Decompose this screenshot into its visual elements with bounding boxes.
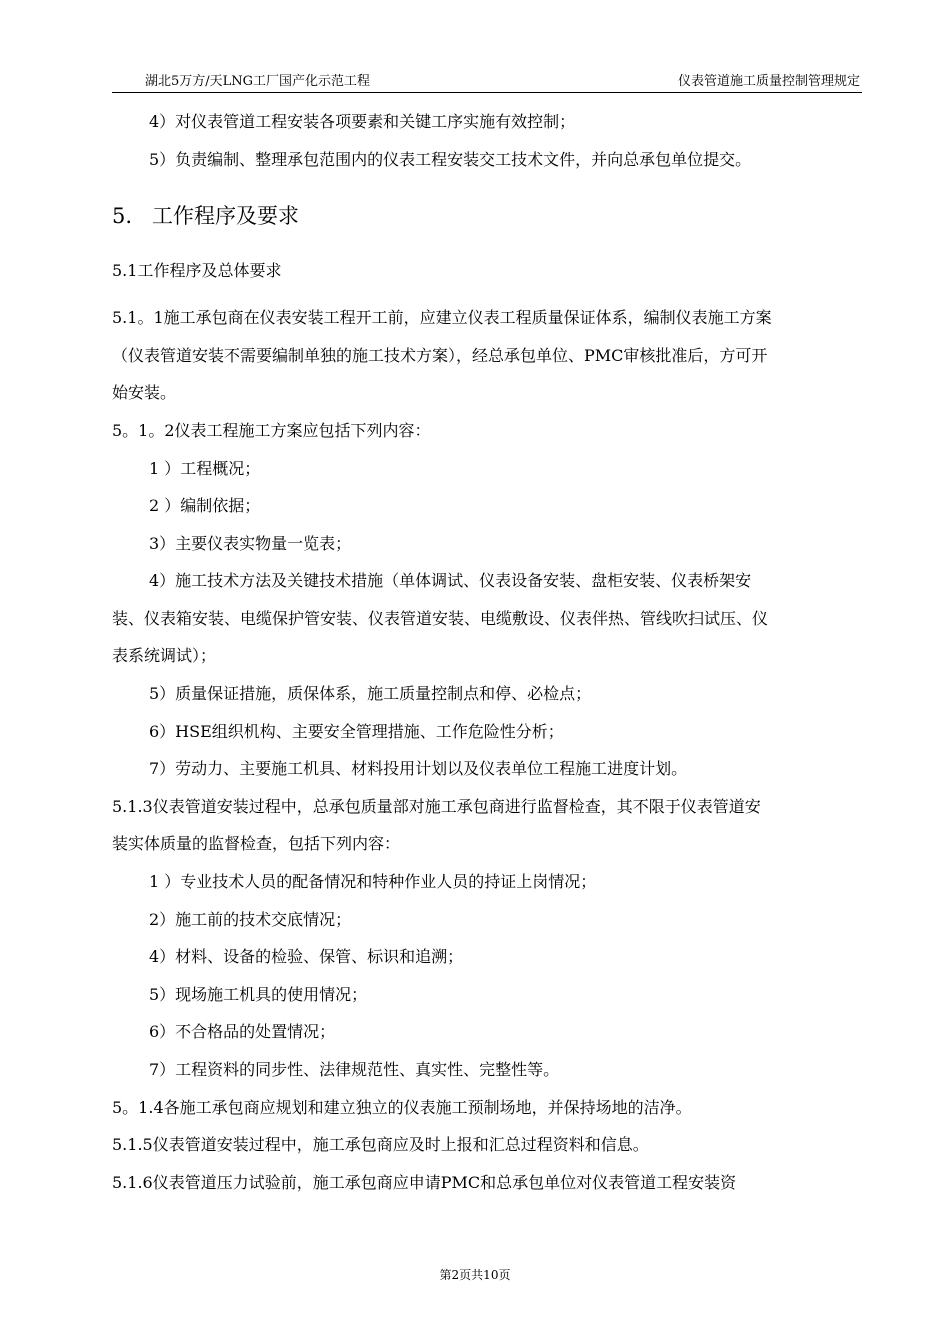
list-item: 5）现场施工机具的使用情况； bbox=[149, 985, 368, 1004]
paragraph-line: 4）对仪表管道工程安装各项要素和关键工序实施有效控制； bbox=[149, 112, 576, 131]
paragraph-line: 表系统调试）； bbox=[112, 646, 217, 665]
paragraph-line: 5.1.3仪表管道安装过程中，总承包质量部对施工承包商进行监督检查，其不限于仪表管道安 bbox=[112, 797, 761, 816]
list-item: 2 ）编制依据； bbox=[149, 496, 261, 515]
list-item: 3）主要仪表实物量一览表； bbox=[149, 534, 352, 553]
list-item: 7）劳动力、主要施工机具、材料投用计划以及仪表单位工程施工进度计划。 bbox=[149, 759, 688, 778]
list-item: 6）不合格品的处置情况； bbox=[149, 1022, 336, 1041]
list-item: 4）材料、设备的检验、保管、标识和追溯； bbox=[149, 947, 464, 966]
paragraph-line: 装、仪表箱安装、电缆保护管安装、仪表管道安装、电缆敷设、仪表伴热、管线吹扫试压、仪 bbox=[112, 609, 769, 628]
header-document-title: 仪表管道施工质量控制管理规定 bbox=[677, 74, 860, 89]
paragraph-line: （仪表管道安装不需要编制单独的施工技术方案），经总承包单位、PMC审核批准后，方可开 bbox=[112, 346, 768, 365]
list-item: 2）施工前的技术交底情况； bbox=[149, 910, 352, 929]
paragraph-line: 5.1.6仪表管道压力试验前，施工承包商应申请PMC和总承包单位对仪表管道工程安装资 bbox=[112, 1173, 737, 1192]
section-title: 工作程序及要求 bbox=[152, 204, 299, 228]
header-rule bbox=[112, 92, 862, 93]
section-number: 5. bbox=[112, 204, 133, 228]
list-item: 1 ）工程概况； bbox=[149, 459, 261, 478]
paragraph-line: 5。1.4各施工承包商应规划和建立独立的仪表施工预制场地，并保持场地的洁净。 bbox=[112, 1098, 692, 1117]
list-item: 4）施工技术方法及关键技术措施（单体调试、仪表设备安装、盘柜安装、仪表桥架安 bbox=[149, 571, 752, 590]
subsection-heading: 5.1工作程序及总体要求 bbox=[112, 261, 282, 280]
paragraph-line: 5）负责编制、整理承包范围内的仪表工程安装交工技术文件，并向总承包单位提交。 bbox=[149, 150, 752, 169]
list-item: 7）工程资料的同步性、法律规范性、真实性、完整性等。 bbox=[149, 1060, 560, 1079]
paragraph-line: 5。1。2仪表工程施工方案应包括下列内容： bbox=[112, 421, 431, 440]
list-item: 1 ）专业技术人员的配备情况和特种作业人员的持证上岗情况； bbox=[149, 872, 597, 891]
paragraph-line: 5.1。1施工承包商在仪表安装工程开工前，应建立仪表工程质量保证体系，编制仪表施工方案 bbox=[112, 308, 772, 327]
paragraph-line: 始安装。 bbox=[112, 383, 177, 402]
paragraph-line: 5.1.5仪表管道安装过程中，施工承包商应及时上报和汇总过程资料和信息。 bbox=[112, 1135, 649, 1154]
header-project-name: 湖北5万方/天LNG工厂国产化示范工程 bbox=[145, 74, 371, 89]
list-item: 5）质量保证措施，质保体系，施工质量控制点和停、必检点； bbox=[149, 684, 592, 703]
list-item: 6）HSE组织机构、主要安全管理措施、工作危险性分析； bbox=[149, 722, 564, 741]
section-heading bbox=[112, 203, 299, 229]
paragraph-line: 装实体质量的监督检查，包括下列内容： bbox=[112, 834, 401, 853]
page-number: 第2页共10页 bbox=[439, 1268, 511, 1282]
